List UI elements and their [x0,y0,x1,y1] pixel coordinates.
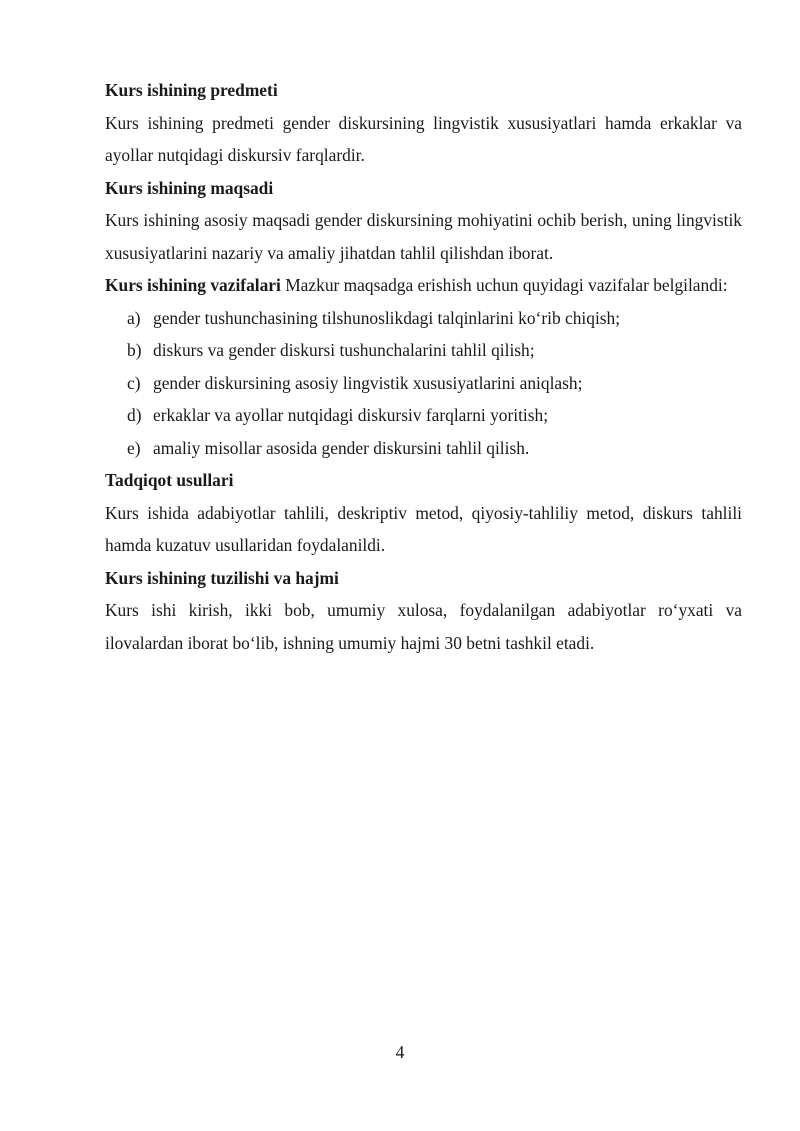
list-item-text: amaliy misollar asosida gender diskursini tahlil qilish. [153,437,530,458]
list-item-text: diskurs va gender diskursi tushunchalarini tahlil qilish; [153,340,535,360]
structure-paragraph: Kurs ishi kirish, ikki bob, umumiy xulosa, foydalanilgan adabiyotlar roʻyxati va ilovalardan iborat boʻlib, ishning umumiy hajmi 30 betni tashkil etadi. [105,600,742,653]
list-item-text: gender tushunchasining tilshunoslikdagi talqinlarini koʻrib chiqish; [153,307,621,328]
list-marker: d) [127,405,142,425]
goal-heading: Kurs ishining maqsadi [105,177,274,198]
list-item-text: erkaklar va ayollar nutqidagi diskursiv farqlarni yoritish; [153,405,549,425]
subject-paragraph: Kurs ishining predmeti gender diskursining lingvistik xususiyatlari hamda erkaklar va ayollar nutqidagi diskursiv farqlardir. [105,112,742,165]
tasks-list [105,302,742,465]
page-number: 4 [395,1042,405,1062]
goal-paragraph: Kurs ishining asosiy maqsadi gender diskursining mohiyatini ochib berish, uning lingvistik xususiyatlarini nazariy va amaliy jihatdan tahlil qilishdan iborat. [105,210,742,263]
list-marker: b) [127,340,142,360]
list-item [105,432,742,465]
list-item [105,367,742,400]
document-page [105,74,742,659]
list-marker: e) [127,437,141,458]
list-item [105,399,742,432]
tasks-intro: Mazkur maqsadga erishish uchun quyidagi vazifalar belgilandi: [280,275,728,295]
list-item [105,302,742,335]
structure-heading: Kurs ishining tuzilishi va hajmi [105,567,339,588]
tasks-heading: Kurs ishining vazifalari [105,275,281,295]
tasks-paragraph [105,269,742,302]
list-item-text: gender diskursining asosiy lingvistik xususiyatlarini aniqlash; [153,372,583,393]
subject-heading: Kurs ishining predmeti [105,80,278,100]
list-marker: a) [127,307,141,328]
methods-paragraph: Kurs ishida adabiyotlar tahlili, deskriptiv metod, qiyosiy-tahliliy metod, diskurs tahlili hamda kuzatuv usullaridan foydalanildi. [105,502,742,555]
methods-heading: Tadqiqot usullari [105,470,234,490]
list-item [105,334,742,367]
list-marker: c) [127,372,141,393]
